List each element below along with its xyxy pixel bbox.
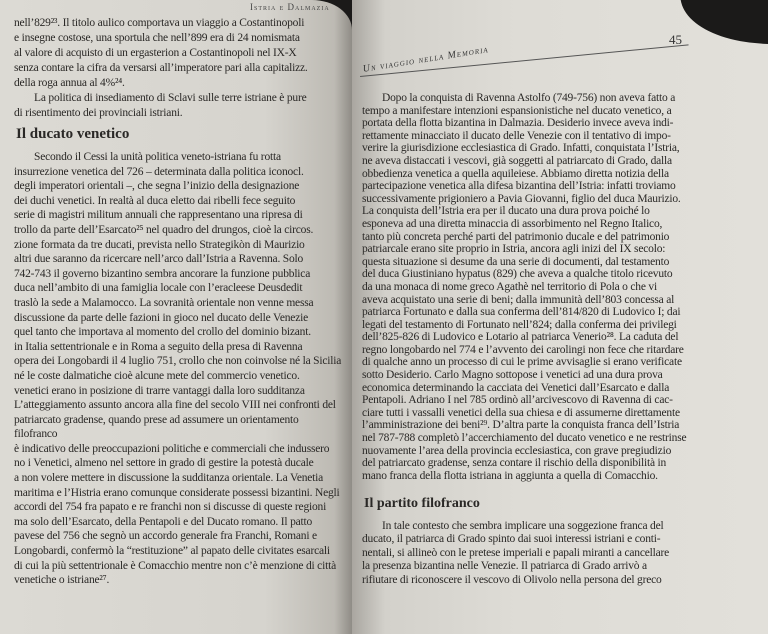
text-line: rifiutare di riconoscere il vescovo di Olivolo nella persona del greco (362, 573, 662, 586)
text-line: Longobardi, confermò la “restituzione” al papato delle civitates esarcali (14, 545, 330, 558)
text-line: regno longobardo nel 774 e l’avvento dei carolingi non fece che ritardare (362, 343, 684, 356)
left-running-head: Istria e Dalmazia (250, 2, 330, 12)
text-line: del duca Giustiniano hypatus (829) che aveva a qualche titolo ricevuto (362, 268, 673, 281)
text-line: partecipazione venetica alla difesa bizantina dell’Istria: infatti troviamo (362, 180, 676, 193)
left-top-paragraphs (14, 16, 344, 121)
text-line: verire la giurisdizione ecclesiastica di Grado. Infatti, conquistata l’Istria, (362, 142, 680, 155)
text-line: nell’829²³. Il titolo aulico comportava un viaggio a Costantinopoli (14, 17, 305, 29)
text-line: Secondo il Cessi la unità politica veneto-istriana fu rotta (34, 151, 281, 163)
text-line: serie di magistri militum annuali che rappresentano una ripresa di (14, 209, 303, 222)
text-line: venetiche o istriane²⁷. (14, 574, 110, 587)
text-line: di risentimento dei provinciali istriani. (14, 107, 183, 119)
text-line: pavese del 756 che segnò un accordo generale fra Franchi, Romani e (14, 530, 317, 543)
right-running-head: Un viaggio nella Memoria (362, 44, 490, 75)
text-line: dei duchi venetici. In realtà al duca eletto dai ribelli fece seguito (14, 194, 296, 207)
page-number: 45 (669, 32, 682, 47)
text-line: ducato, il patriarca di Grado spinto dai suoi interessi istriani e conti- (362, 533, 661, 546)
text-line: venetici erano in posizione di trarre vantaggi dalla loro sudditanza (14, 384, 305, 397)
text-line: degli imperatori orientali –, che segna l’inizio della designazione (14, 180, 300, 193)
text-line: sotto Desiderio. Carlo Magno sottopose i venetici ad una dura prova (362, 369, 663, 382)
text-line: del patriarcato gradense, senza contare il rischio della disponibilità in (362, 457, 667, 470)
text-line: l’amministrazione dei beni²⁹. D’altra parte la conquista franca dell’Istria (362, 419, 680, 432)
text-line: esponeva ad una diretta minaccia di assorbimento nel Regno Italico, (362, 217, 663, 230)
text-line: obbedienza venetica a quella aquileiese. Abbiamo diretta notizia della (362, 167, 669, 180)
text-line: La politica di insediamento di Sclavi sulle terre istriane è pure (34, 92, 307, 104)
text-line: la presenza bizantina nelle Venezie. Il patriarca di Grado arrivò a (362, 560, 647, 573)
text-line: duca nell’ambito di una famiglia locale con l’eracleese Deusdedit (14, 282, 303, 295)
text-line: né le coste dalmatiche cioè alcune mete del commercio venetico. (14, 369, 300, 382)
text-line: di cui la più settentrionale è Comacchio mentre non c’è menzione di città (14, 559, 336, 572)
text-line: al valore di acquisto di un ergasterion a Costantinopoli nel IX-X (14, 47, 297, 59)
text-line: insurrezione venetica del 726 – determinata dalla politica iconocl. (14, 165, 304, 178)
text-line: patriarca Fortunato e dalla sua conferma dell’814/820 di Ludovico I; dai (362, 306, 681, 319)
text-line: opera dei Longobardi il 4 luglio 751, crollo che non coinvolse né la Sicilia (14, 355, 342, 368)
right-body-text (362, 92, 758, 482)
right-page (352, 0, 768, 634)
text-line: discussione da parte delle fazioni in gioco nel ducato delle Venezie (14, 311, 309, 324)
text-line: patriarcale erano site proprio in Istria, ancora agli inizi del IX secolo: (362, 243, 666, 256)
left-page (0, 0, 352, 634)
text-line: accordi del 754 fra papato e re franchi non si discusse di queste regioni (14, 501, 327, 514)
text-line: portata della flotta bizantina in Dalmazia. Desiderio invece aveva indi- (362, 117, 674, 130)
text-line: ne aveva distaccati i vescovi, già soggetti al patriarcato di Grado, dalla (362, 154, 672, 167)
text-line: economica determinando la cacciata dei Venetici dall’Esarcato e dalla (362, 381, 670, 394)
text-line: ma solo dell’Esarcato, della Pentapoli e del Ducato romano. Il patto (14, 515, 313, 528)
text-line: è indicativo delle preoccupazioni politiche e commerciali che indussero (14, 442, 330, 455)
text-line: nuovamente l’area della provincia ecclesiastica, con grave pregiudizio (362, 444, 672, 457)
text-line: senza contare la cifra da versarsi all’imperatore pari alla capitalizz. (14, 62, 308, 74)
text-line: 742-743 il governo bizantino sembra ancorare la funzione pubblica (14, 267, 311, 280)
text-line: da una monaca di nome greco Agathè nel territorio di Pola o che vi (362, 280, 657, 293)
text-line: e insegne costose, una sportula che nell’899 era di 24 nomismata (14, 32, 300, 44)
text-line: Dopo la conquista di Ravenna Astolfo (749-756) non aveva fatto a (382, 92, 676, 104)
text-line: in Italia settentrionale e in Roma a seguito della presa di Ravenna (14, 340, 303, 353)
text-line: a non volere mettere in discussione la sudditanza orientale. La Venetia (14, 472, 324, 485)
text-line: legati del testamento di Fortunato nell’824; dalla conferma dei privilegi (362, 318, 677, 331)
text-line: Pentapoli. Adriano I nel 785 ordinò all’arcivescovo di Ravenna di cac- (362, 394, 673, 407)
text-line: successivamente prigioniero a Pavia Giovanni, figlio del duca Maurizio. (362, 192, 681, 205)
text-line: questa situazione si desume da una serie di documenti, dal testamento (362, 255, 670, 268)
text-line: nel 787-788 completò l’accerchiamento del ducato venetico e ne restrinse (362, 432, 687, 445)
text-line: tempo a manifestare intenzioni espansionistiche nel ducato venetico, a (362, 104, 672, 117)
text-line: rettamente minacciato il ducato delle Venezie con il tentativo di impo- (362, 129, 671, 142)
left-body-text (14, 150, 344, 588)
text-line: ciare tutti i vassalli venetici della sua chiesa e di assumerne direttamente (362, 406, 680, 419)
text-line: L’atteggiamento assunto ancora alla fine del secolo VIII nei confronti del (14, 399, 336, 412)
text-line: aveva acquistato una serie di beni; dalla immunità dell’803 concessa al (362, 293, 675, 306)
text-line: mano franca della flotta istriana in aggiunta a quella di Comacchio. (362, 469, 658, 482)
text-line: altri due saranno da ricercare nell’arco dall’Istria a Ravenna. Solo (14, 253, 304, 266)
text-line: traslò la sede a Malamocco. La sovranità orientale non venne messa (14, 296, 314, 309)
section-heading-partito-filofranco: Il partito filofranco (364, 496, 480, 511)
text-line: quel tanto che importava al momento del crollo del dominio bizant. (14, 326, 311, 339)
section-heading-ducato-venetico: Il ducato venetico (16, 126, 130, 142)
text-line: La conquista dell’Istria era per il ducato una dura prova poiché lo (362, 205, 650, 218)
text-line: maritima e l’Histria erano comunque considerate possessi bizantini. Negli (14, 486, 340, 499)
text-line: zione formata da tre ducati, prevista nello Strategikòn di Maurizio (14, 238, 305, 251)
text-line: no i Venetici, almeno nel settore in grado di gestire la potestà ducale (14, 457, 314, 470)
text-line: patriarcato gradense, quando prese ad assumere un orientamento filofranco (14, 413, 299, 441)
text-line: nentali, si allineò con le pretese imperiali e papali miranti a cancellare (362, 546, 670, 559)
text-line: della roga annua al 4%²⁴. (14, 77, 125, 89)
text-line: trollo da parte dell’Esarcato²⁵ nel quadro del drungos, cioè la circos. (14, 223, 314, 236)
right-paragraph-text (362, 520, 758, 587)
text-line: dell’825-826 di Ludovico e Lotario al patriarca Venerio²⁸. La caduta del (362, 331, 679, 344)
text-line: In tale contesto che sembra implicare una soggezione franca del (382, 520, 664, 532)
text-line: tanto più concreta perché parti del patrimonio ducale e del patrimonio (362, 230, 670, 243)
text-line: di qualche anno un processo di cui le prime avvisaglie si erano verificate (362, 356, 682, 369)
